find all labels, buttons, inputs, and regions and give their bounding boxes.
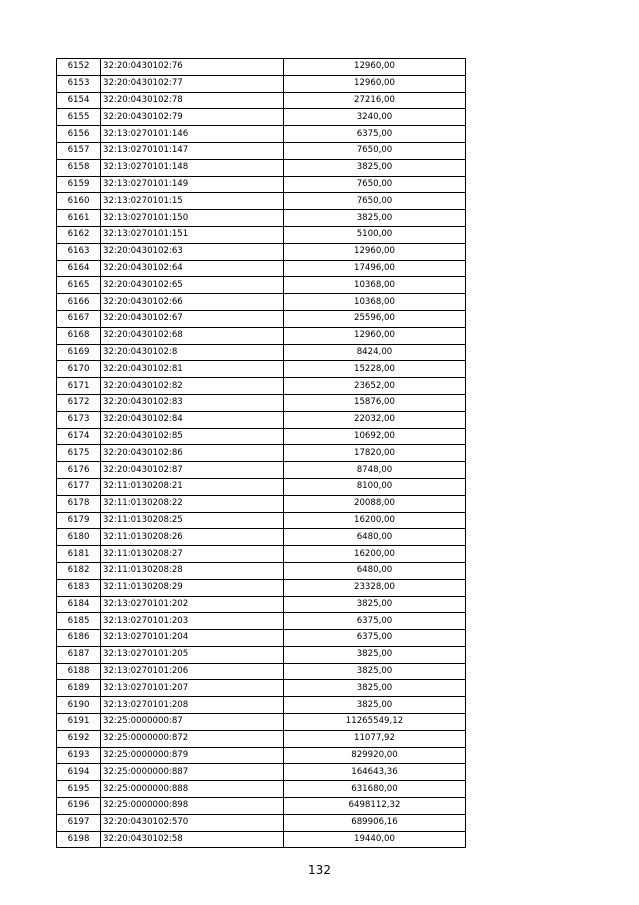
row-number-cell: 6183 bbox=[57, 579, 101, 596]
cadastral-number-cell: 32:20:0430102:87 bbox=[101, 462, 284, 479]
cadastral-value-cell: 16200,00 bbox=[284, 546, 466, 563]
cadastral-number-cell: 32:11:0130208:29 bbox=[101, 579, 284, 596]
cadastral-value-cell: 6375,00 bbox=[284, 613, 466, 630]
cadastral-value-cell: 11077,92 bbox=[284, 730, 466, 747]
row-number-cell: 6162 bbox=[57, 226, 101, 243]
table-row bbox=[57, 277, 466, 294]
cadastral-number-cell: 32:13:0270101:206 bbox=[101, 663, 284, 680]
cadastral-number-cell: 32:20:0430102:570 bbox=[101, 814, 284, 831]
table-row bbox=[57, 210, 466, 227]
row-number-cell: 6173 bbox=[57, 411, 101, 428]
cadastral-value-cell: 6480,00 bbox=[284, 529, 466, 546]
cadastral-value-cell: 6375,00 bbox=[284, 126, 466, 143]
cadastral-value-cell: 3825,00 bbox=[284, 663, 466, 680]
row-number-cell: 6188 bbox=[57, 663, 101, 680]
table-row bbox=[57, 344, 466, 361]
table-row bbox=[57, 831, 466, 848]
cadastral-value-cell: 7650,00 bbox=[284, 176, 466, 193]
row-number-cell: 6170 bbox=[57, 361, 101, 378]
row-number-cell: 6179 bbox=[57, 512, 101, 529]
cadastral-number-cell: 32:20:0430102:66 bbox=[101, 294, 284, 311]
cadastral-number-cell: 32:25:0000000:898 bbox=[101, 798, 284, 815]
cadastral-value-cell: 8424,00 bbox=[284, 344, 466, 361]
cadastral-number-cell: 32:11:0130208:27 bbox=[101, 546, 284, 563]
table-row bbox=[57, 176, 466, 193]
cadastral-number-cell: 32:25:0000000:887 bbox=[101, 764, 284, 781]
row-number-cell: 6182 bbox=[57, 562, 101, 579]
table-row bbox=[57, 361, 466, 378]
cadastral-value-cell: 23328,00 bbox=[284, 579, 466, 596]
row-number-cell: 6164 bbox=[57, 260, 101, 277]
cadastral-number-cell: 32:13:0270101:207 bbox=[101, 680, 284, 697]
cadastral-value-cell: 3825,00 bbox=[284, 697, 466, 714]
cadastral-number-cell: 32:11:0130208:28 bbox=[101, 562, 284, 579]
cadastral-number-cell: 32:20:0430102:68 bbox=[101, 327, 284, 344]
table-row bbox=[57, 327, 466, 344]
cadastral-number-cell: 32:20:0430102:85 bbox=[101, 428, 284, 445]
cadastral-number-cell: 32:11:0130208:25 bbox=[101, 512, 284, 529]
row-number-cell: 6185 bbox=[57, 613, 101, 630]
cadastral-number-cell: 32:13:0270101:146 bbox=[101, 126, 284, 143]
table-row bbox=[57, 378, 466, 395]
row-number-cell: 6169 bbox=[57, 344, 101, 361]
cadastral-number-cell: 32:13:0270101:148 bbox=[101, 159, 284, 176]
table-row bbox=[57, 226, 466, 243]
row-number-cell: 6172 bbox=[57, 394, 101, 411]
row-number-cell: 6189 bbox=[57, 680, 101, 697]
table-row bbox=[57, 714, 466, 731]
table-row bbox=[57, 495, 466, 512]
table-row bbox=[57, 109, 466, 126]
row-number-cell: 6178 bbox=[57, 495, 101, 512]
cadastral-value-cell: 689906,16 bbox=[284, 814, 466, 831]
row-number-cell: 6161 bbox=[57, 210, 101, 227]
cadastral-number-cell: 32:20:0430102:83 bbox=[101, 394, 284, 411]
table-row bbox=[57, 646, 466, 663]
cadastral-value-cell: 27216,00 bbox=[284, 92, 466, 109]
cadastral-number-cell: 32:20:0430102:81 bbox=[101, 361, 284, 378]
row-number-cell: 6158 bbox=[57, 159, 101, 176]
cadastral-number-cell: 32:20:0430102:77 bbox=[101, 75, 284, 92]
cadastral-value-cell: 7650,00 bbox=[284, 142, 466, 159]
row-number-cell: 6159 bbox=[57, 176, 101, 193]
table-row bbox=[57, 730, 466, 747]
table-row bbox=[57, 243, 466, 260]
cadastral-number-cell: 32:13:0270101:150 bbox=[101, 210, 284, 227]
table-row bbox=[57, 697, 466, 714]
cadastral-number-cell: 32:20:0430102:63 bbox=[101, 243, 284, 260]
page-number: 132 bbox=[308, 863, 331, 877]
row-number-cell: 6191 bbox=[57, 714, 101, 731]
row-number-cell: 6153 bbox=[57, 75, 101, 92]
row-number-cell: 6168 bbox=[57, 327, 101, 344]
cadastral-value-cell: 6480,00 bbox=[284, 562, 466, 579]
cadastral-number-cell: 32:20:0430102:82 bbox=[101, 378, 284, 395]
cadastral-number-cell: 32:13:0270101:202 bbox=[101, 596, 284, 613]
cadastral-value-cell: 11265549,12 bbox=[284, 714, 466, 731]
cadastral-value-cell: 19440,00 bbox=[284, 831, 466, 848]
row-number-cell: 6197 bbox=[57, 814, 101, 831]
cadastral-value-cell: 3825,00 bbox=[284, 159, 466, 176]
row-number-cell: 6190 bbox=[57, 697, 101, 714]
cadastral-value-cell: 3825,00 bbox=[284, 596, 466, 613]
cadastral-value-cell: 10692,00 bbox=[284, 428, 466, 445]
cadastral-value-cell: 829920,00 bbox=[284, 747, 466, 764]
cadastral-value-table bbox=[56, 58, 466, 848]
table-row bbox=[57, 596, 466, 613]
table-row bbox=[57, 680, 466, 697]
row-number-cell: 6192 bbox=[57, 730, 101, 747]
cadastral-value-cell: 8100,00 bbox=[284, 478, 466, 495]
row-number-cell: 6166 bbox=[57, 294, 101, 311]
cadastral-number-cell: 32:20:0430102:8 bbox=[101, 344, 284, 361]
cadastral-value-cell: 15876,00 bbox=[284, 394, 466, 411]
table-row bbox=[57, 462, 466, 479]
cadastral-value-cell: 17820,00 bbox=[284, 445, 466, 462]
table-row bbox=[57, 310, 466, 327]
cadastral-value-cell: 12960,00 bbox=[284, 327, 466, 344]
row-number-cell: 6198 bbox=[57, 831, 101, 848]
row-number-cell: 6176 bbox=[57, 462, 101, 479]
row-number-cell: 6165 bbox=[57, 277, 101, 294]
cadastral-number-cell: 32:13:0270101:151 bbox=[101, 226, 284, 243]
row-number-cell: 6154 bbox=[57, 92, 101, 109]
table-row bbox=[57, 142, 466, 159]
cadastral-value-cell: 25596,00 bbox=[284, 310, 466, 327]
row-number-cell: 6193 bbox=[57, 747, 101, 764]
table-row bbox=[57, 663, 466, 680]
row-number-cell: 6167 bbox=[57, 310, 101, 327]
cadastral-number-cell: 32:20:0430102:65 bbox=[101, 277, 284, 294]
row-number-cell: 6155 bbox=[57, 109, 101, 126]
cadastral-value-cell: 5100,00 bbox=[284, 226, 466, 243]
row-number-cell: 6174 bbox=[57, 428, 101, 445]
table-body bbox=[57, 59, 466, 848]
table-row bbox=[57, 394, 466, 411]
table-row bbox=[57, 75, 466, 92]
cadastral-number-cell: 32:20:0430102:58 bbox=[101, 831, 284, 848]
table-row bbox=[57, 294, 466, 311]
table-row bbox=[57, 478, 466, 495]
table-row bbox=[57, 445, 466, 462]
cadastral-value-cell: 631680,00 bbox=[284, 781, 466, 798]
row-number-cell: 6160 bbox=[57, 193, 101, 210]
table-row bbox=[57, 579, 466, 596]
cadastral-value-cell: 17496,00 bbox=[284, 260, 466, 277]
cadastral-value-cell: 12960,00 bbox=[284, 59, 466, 76]
row-number-cell: 6187 bbox=[57, 646, 101, 663]
cadastral-number-cell: 32:11:0130208:22 bbox=[101, 495, 284, 512]
cadastral-number-cell: 32:13:0270101:149 bbox=[101, 176, 284, 193]
cadastral-number-cell: 32:20:0430102:78 bbox=[101, 92, 284, 109]
table-row bbox=[57, 798, 466, 815]
cadastral-value-cell: 164643,36 bbox=[284, 764, 466, 781]
table-row bbox=[57, 562, 466, 579]
row-number-cell: 6175 bbox=[57, 445, 101, 462]
cadastral-number-cell: 32:13:0270101:15 bbox=[101, 193, 284, 210]
cadastral-value-cell: 7650,00 bbox=[284, 193, 466, 210]
cadastral-value-cell: 20088,00 bbox=[284, 495, 466, 512]
cadastral-number-cell: 32:25:0000000:888 bbox=[101, 781, 284, 798]
cadastral-number-cell: 32:20:0430102:67 bbox=[101, 310, 284, 327]
cadastral-value-cell: 3240,00 bbox=[284, 109, 466, 126]
row-number-cell: 6184 bbox=[57, 596, 101, 613]
table-row bbox=[57, 260, 466, 277]
row-number-cell: 6195 bbox=[57, 781, 101, 798]
row-number-cell: 6180 bbox=[57, 529, 101, 546]
cadastral-value-cell: 6498112,32 bbox=[284, 798, 466, 815]
cadastral-value-cell: 3825,00 bbox=[284, 646, 466, 663]
cadastral-value-cell: 10368,00 bbox=[284, 277, 466, 294]
cadastral-number-cell: 32:11:0130208:21 bbox=[101, 478, 284, 495]
cadastral-number-cell: 32:13:0270101:147 bbox=[101, 142, 284, 159]
cadastral-number-cell: 32:25:0000000:872 bbox=[101, 730, 284, 747]
row-number-cell: 6163 bbox=[57, 243, 101, 260]
cadastral-value-cell: 15228,00 bbox=[284, 361, 466, 378]
table-row bbox=[57, 59, 466, 76]
cadastral-number-cell: 32:13:0270101:208 bbox=[101, 697, 284, 714]
row-number-cell: 6194 bbox=[57, 764, 101, 781]
row-number-cell: 6171 bbox=[57, 378, 101, 395]
cadastral-value-cell: 22032,00 bbox=[284, 411, 466, 428]
cadastral-number-cell: 32:25:0000000:87 bbox=[101, 714, 284, 731]
row-number-cell: 6196 bbox=[57, 798, 101, 815]
table-row bbox=[57, 630, 466, 647]
table-row bbox=[57, 781, 466, 798]
table-row bbox=[57, 428, 466, 445]
row-number-cell: 6152 bbox=[57, 59, 101, 76]
table-row bbox=[57, 411, 466, 428]
cadastral-number-cell: 32:13:0270101:204 bbox=[101, 630, 284, 647]
table-row bbox=[57, 159, 466, 176]
table-row bbox=[57, 512, 466, 529]
table-row bbox=[57, 613, 466, 630]
row-number-cell: 6186 bbox=[57, 630, 101, 647]
cadastral-number-cell: 32:25:0000000:879 bbox=[101, 747, 284, 764]
table-row bbox=[57, 814, 466, 831]
table-row bbox=[57, 764, 466, 781]
table-row bbox=[57, 529, 466, 546]
cadastral-number-cell: 32:20:0430102:76 bbox=[101, 59, 284, 76]
cadastral-value-cell: 16200,00 bbox=[284, 512, 466, 529]
cadastral-value-cell: 12960,00 bbox=[284, 243, 466, 260]
cadastral-number-cell: 32:20:0430102:79 bbox=[101, 109, 284, 126]
cadastral-value-cell: 3825,00 bbox=[284, 680, 466, 697]
table-row bbox=[57, 126, 466, 143]
row-number-cell: 6157 bbox=[57, 142, 101, 159]
cadastral-number-cell: 32:20:0430102:64 bbox=[101, 260, 284, 277]
cadastral-value-cell: 12960,00 bbox=[284, 75, 466, 92]
cadastral-number-cell: 32:13:0270101:203 bbox=[101, 613, 284, 630]
row-number-cell: 6156 bbox=[57, 126, 101, 143]
cadastral-number-cell: 32:20:0430102:84 bbox=[101, 411, 284, 428]
row-number-cell: 6177 bbox=[57, 478, 101, 495]
row-number-cell: 6181 bbox=[57, 546, 101, 563]
cadastral-value-cell: 3825,00 bbox=[284, 210, 466, 227]
cadastral-value-cell: 10368,00 bbox=[284, 294, 466, 311]
table-row bbox=[57, 193, 466, 210]
cadastral-number-cell: 32:13:0270101:205 bbox=[101, 646, 284, 663]
cadastral-value-cell: 8748,00 bbox=[284, 462, 466, 479]
cadastral-number-cell: 32:20:0430102:86 bbox=[101, 445, 284, 462]
cadastral-value-cell: 6375,00 bbox=[284, 630, 466, 647]
table-row bbox=[57, 546, 466, 563]
table-row bbox=[57, 747, 466, 764]
cadastral-number-cell: 32:11:0130208:26 bbox=[101, 529, 284, 546]
table-row bbox=[57, 92, 466, 109]
cadastral-value-cell: 23652,00 bbox=[284, 378, 466, 395]
